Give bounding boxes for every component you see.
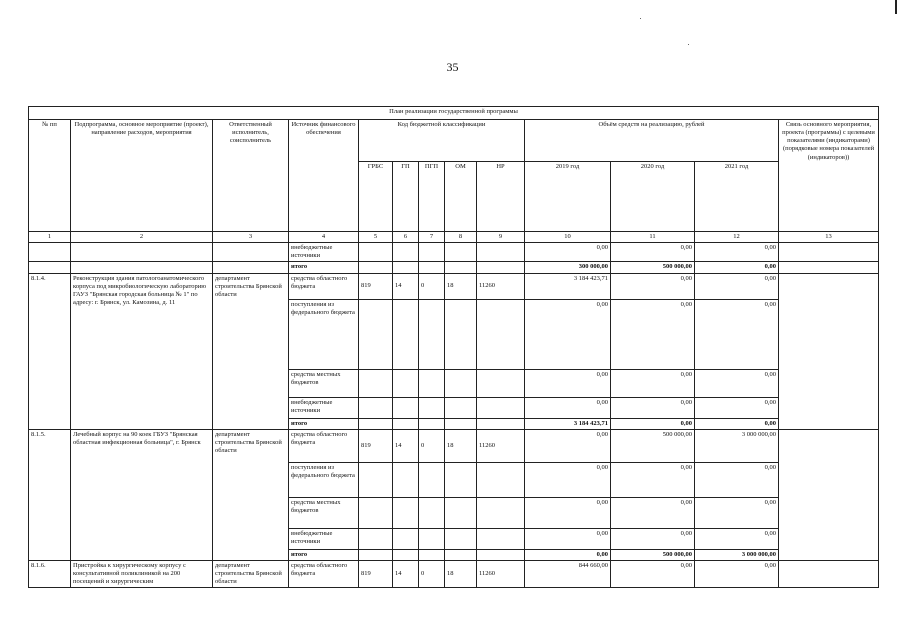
scan-speck	[688, 44, 689, 45]
scan-edge-mark	[895, 0, 897, 14]
value-2021: 0,00	[695, 418, 779, 429]
col-number: 5	[359, 232, 393, 243]
value-2021: 0,00	[695, 262, 779, 273]
source-cell: средства областного бюджета	[289, 429, 359, 462]
col-number: 6	[393, 232, 419, 243]
header-link: Связь основного мероприятия, проекта (программы) с целевыми показателями (индикаторами) (порядковые номера показателей (индикаторов))	[779, 120, 879, 232]
indicator-link-cell	[779, 273, 879, 429]
col-number: 10	[525, 232, 611, 243]
header-name: Подпрограмма, основное мероприятие (проект), направление расходов, мероприятия	[71, 120, 213, 232]
source-cell: итого	[289, 262, 359, 273]
value-2020: 500 000,00	[611, 429, 695, 462]
value-2020: 0,00	[611, 397, 695, 418]
col-number: 2	[71, 232, 213, 243]
value-2019: 0,00	[525, 462, 611, 497]
pgp-cell: 0	[419, 429, 445, 462]
source-cell: средства областного бюджета	[289, 560, 359, 587]
np-cell: 11260	[477, 429, 525, 462]
header-volume: Объём средств на реализацию, рублей	[525, 120, 779, 162]
om-cell: 18	[445, 273, 477, 299]
value-2019: 0,00	[525, 429, 611, 462]
item-number: 8.1.4.	[29, 273, 71, 429]
pgp-cell: 0	[419, 560, 445, 587]
header-num: № пп	[29, 120, 71, 232]
table-row	[29, 273, 879, 299]
value-2019: 3 184 423,71	[525, 273, 611, 299]
source-cell: средства областного бюджета	[289, 273, 359, 299]
gp-cell: 14	[393, 273, 419, 299]
header-source: Источник финансового обеспечения	[289, 120, 359, 232]
header-grbs: ГРБС	[359, 162, 393, 232]
value-2020: 0,00	[611, 243, 695, 262]
col-number: 13	[779, 232, 879, 243]
value-2020: 0,00	[611, 369, 695, 397]
value-2021: 0,00	[695, 497, 779, 528]
value-2020: 0,00	[611, 418, 695, 429]
item-name: Реконструкция здания патологоанатомического корпуса под микробиологическую лабораторию ГАУЗ "Брянская городская больница № 1" по адресу: г. Брянск, ул. Камозина, д. 11	[71, 273, 213, 429]
source-cell: средства местных бюджетов	[289, 497, 359, 528]
source-cell: поступления из федерального бюджета	[289, 462, 359, 497]
value-2019: 0,00	[525, 528, 611, 549]
grbs-cell: 819	[359, 429, 393, 462]
value-2020: 500 000,00	[611, 549, 695, 560]
om-cell: 18	[445, 560, 477, 587]
table-row	[29, 429, 879, 462]
value-2021: 3 000 000,00	[695, 429, 779, 462]
col-number: 3	[213, 232, 289, 243]
gp-cell: 14	[393, 429, 419, 462]
value-2020: 500 000,00	[611, 262, 695, 273]
source-cell: внебюджетные источники	[289, 528, 359, 549]
source-cell: внебюджетные источники	[289, 243, 359, 262]
item-executor: департамент строительства Брянской области	[213, 429, 289, 560]
np-cell: 11260	[477, 273, 525, 299]
value-2019: 300 000,00	[525, 262, 611, 273]
value-2019: 0,00	[525, 497, 611, 528]
value-2019: 0,00	[525, 369, 611, 397]
value-2021: 0,00	[695, 273, 779, 299]
value-2020: 0,00	[611, 299, 695, 369]
header-om: ОМ	[445, 162, 477, 232]
source-cell: поступления из федерального бюджета	[289, 299, 359, 369]
value-2020: 0,00	[611, 462, 695, 497]
value-2021: 0,00	[695, 462, 779, 497]
grbs-cell: 819	[359, 560, 393, 587]
value-2021: 0,00	[695, 528, 779, 549]
source-cell: внебюджетные источники	[289, 397, 359, 418]
source-cell: итого	[289, 418, 359, 429]
col-number: 8	[445, 232, 477, 243]
header-gp: ГП	[393, 162, 419, 232]
value-2021: 0,00	[695, 560, 779, 587]
col-number: 12	[695, 232, 779, 243]
col-number: 1	[29, 232, 71, 243]
page-number: 35	[446, 60, 459, 74]
value-2021: 0,00	[695, 397, 779, 418]
item-name: Пристройка к хирургическому корпусу с консультативной поликлиникой на 200 посещений и хирургическим	[71, 560, 213, 587]
np-cell: 11260	[477, 560, 525, 587]
value-2021: 0,00	[695, 299, 779, 369]
indicator-link-cell	[779, 429, 879, 560]
item-number: 8.1.6.	[29, 560, 71, 587]
scan-speck	[640, 18, 641, 19]
header-2021: 2021 год	[695, 162, 779, 232]
header-pgp: ПГП	[419, 162, 445, 232]
header-executor: Ответственный исполнитель, соисполнитель	[213, 120, 289, 232]
program-plan-table	[28, 106, 879, 588]
source-cell: итого	[289, 549, 359, 560]
table-title: План реализации государственной программы	[29, 107, 879, 120]
grbs-cell: 819	[359, 273, 393, 299]
om-cell: 18	[445, 429, 477, 462]
header-budget-code: Код бюджетной классификации	[359, 120, 525, 162]
value-2020: 0,00	[611, 273, 695, 299]
table-row-total	[29, 262, 879, 273]
table-row	[29, 243, 879, 262]
value-2020: 0,00	[611, 528, 695, 549]
header-np: НР	[477, 162, 525, 232]
value-2019: 0,00	[525, 397, 611, 418]
value-2019: 844 660,00	[525, 560, 611, 587]
value-2021: 0,00	[695, 369, 779, 397]
col-number: 9	[477, 232, 525, 243]
value-2019: 3 184 423,71	[525, 418, 611, 429]
header-2020: 2020 год	[611, 162, 695, 232]
value-2020: 0,00	[611, 560, 695, 587]
pgp-cell: 0	[419, 273, 445, 299]
item-number: 8.1.5.	[29, 429, 71, 560]
gp-cell: 14	[393, 560, 419, 587]
value-2020: 0,00	[611, 497, 695, 528]
indicator-link-cell	[779, 560, 879, 587]
source-cell: средства местных бюджетов	[289, 369, 359, 397]
col-number: 7	[419, 232, 445, 243]
table-row	[29, 560, 879, 587]
value-2021: 0,00	[695, 243, 779, 262]
value-2021: 3 000 000,00	[695, 549, 779, 560]
col-number: 4	[289, 232, 359, 243]
value-2019: 0,00	[525, 549, 611, 560]
col-number: 11	[611, 232, 695, 243]
value-2019: 0,00	[525, 299, 611, 369]
header-2019: 2019 год	[525, 162, 611, 232]
value-2019: 0,00	[525, 243, 611, 262]
item-executor: департамент строительства Брянской области	[213, 273, 289, 429]
item-name: Лечебный корпус на 90 коек ГБУЗ "Брянская областная инфекционная больница", г. Брянск	[71, 429, 213, 560]
item-executor: департамент строительства Брянской области	[213, 560, 289, 587]
